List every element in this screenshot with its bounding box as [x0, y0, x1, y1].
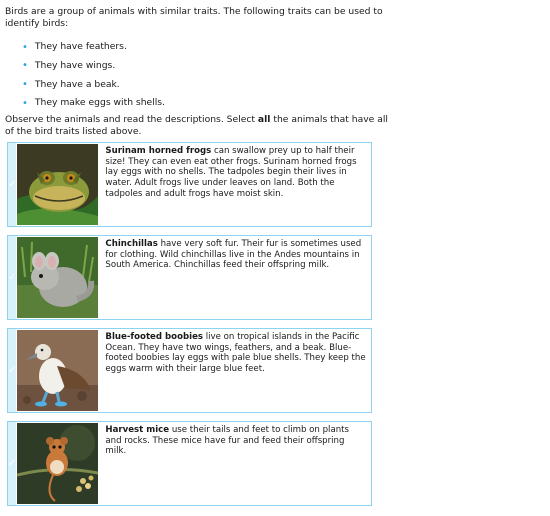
intro-text: Birds are a group of animals with similar traits. The following traits can be used to identify birds:	[5, 6, 383, 30]
option-text: have very soft fur. Their fur is sometimes used for clothing. Wild chinchillas live in the Andes mountains in South America. Chinchillas feed their offspring milk.	[105, 239, 362, 271]
option-name: Blue-footed boobies	[105, 332, 204, 342]
check-icon: ✓	[8, 457, 17, 469]
trait-text: They have a beak.	[34, 78, 120, 90]
trait-text: They have wings.	[34, 59, 116, 71]
option-description	[98, 422, 371, 505]
instructions	[5, 114, 390, 138]
instructions-text: Observe the animals and read the descriptions. Select	[5, 114, 258, 125]
list-item	[22, 57, 165, 76]
list-item	[22, 75, 165, 94]
checkbox-strip[interactable]	[8, 143, 16, 226]
trait-text: They make eggs with shells.	[34, 97, 166, 109]
option-description	[98, 143, 371, 226]
list-item	[22, 38, 165, 57]
option-description	[98, 329, 371, 412]
check-icon: ✓	[8, 364, 17, 376]
trait-text: They have feathers.	[34, 41, 127, 53]
bullet-icon: •	[22, 97, 28, 109]
traits-list	[22, 38, 165, 113]
checkbox-strip[interactable]	[8, 236, 16, 319]
harvest-mouse-image	[17, 423, 98, 504]
option-blue-footed-boobies[interactable]	[7, 328, 372, 413]
instructions-emphasis: all	[257, 114, 271, 125]
booby-image	[17, 330, 98, 411]
chinchilla-image	[17, 237, 98, 318]
option-text: can swallow prey up to half their size! They can even eat other frogs. Surinam horned frogs lay eggs with no shells. The tadpoles begin their lives in water. Adult frogs live under leaves on land. Both the tadpoles and adult frogs have moist skin.	[105, 146, 357, 199]
option-harvest-mice[interactable]	[7, 421, 372, 506]
list-item	[22, 94, 165, 113]
frog-image	[17, 144, 98, 225]
option-text: live on tropical islands in the Pacific Ocean. They have two wings, feathers, and a beak. Blue-footed boobies lay eggs with pale blue shells. They keep the eggs warm with their large blue feet.	[105, 332, 366, 374]
check-icon: ✓	[8, 178, 17, 190]
option-text: use their tails and feet to climb on plants and rocks. These mice have fur and feed their offspring milk.	[105, 425, 350, 457]
option-surinam-horned-frogs[interactable]	[7, 142, 372, 227]
bullet-icon: •	[22, 41, 28, 53]
option-description	[98, 236, 371, 319]
option-chinchillas[interactable]	[7, 235, 372, 320]
checkbox-strip[interactable]	[8, 422, 16, 505]
option-name: Harvest mice	[105, 425, 170, 435]
bullet-icon: •	[22, 60, 28, 72]
check-icon: ✓	[8, 271, 17, 283]
option-name: Chinchillas	[105, 239, 158, 249]
checkbox-strip[interactable]	[8, 329, 16, 412]
instructions-text-end: the animals that have all of the bird traits listed above.	[5, 114, 388, 138]
bullet-icon: •	[22, 79, 28, 91]
option-name: Surinam horned frogs	[105, 146, 212, 156]
